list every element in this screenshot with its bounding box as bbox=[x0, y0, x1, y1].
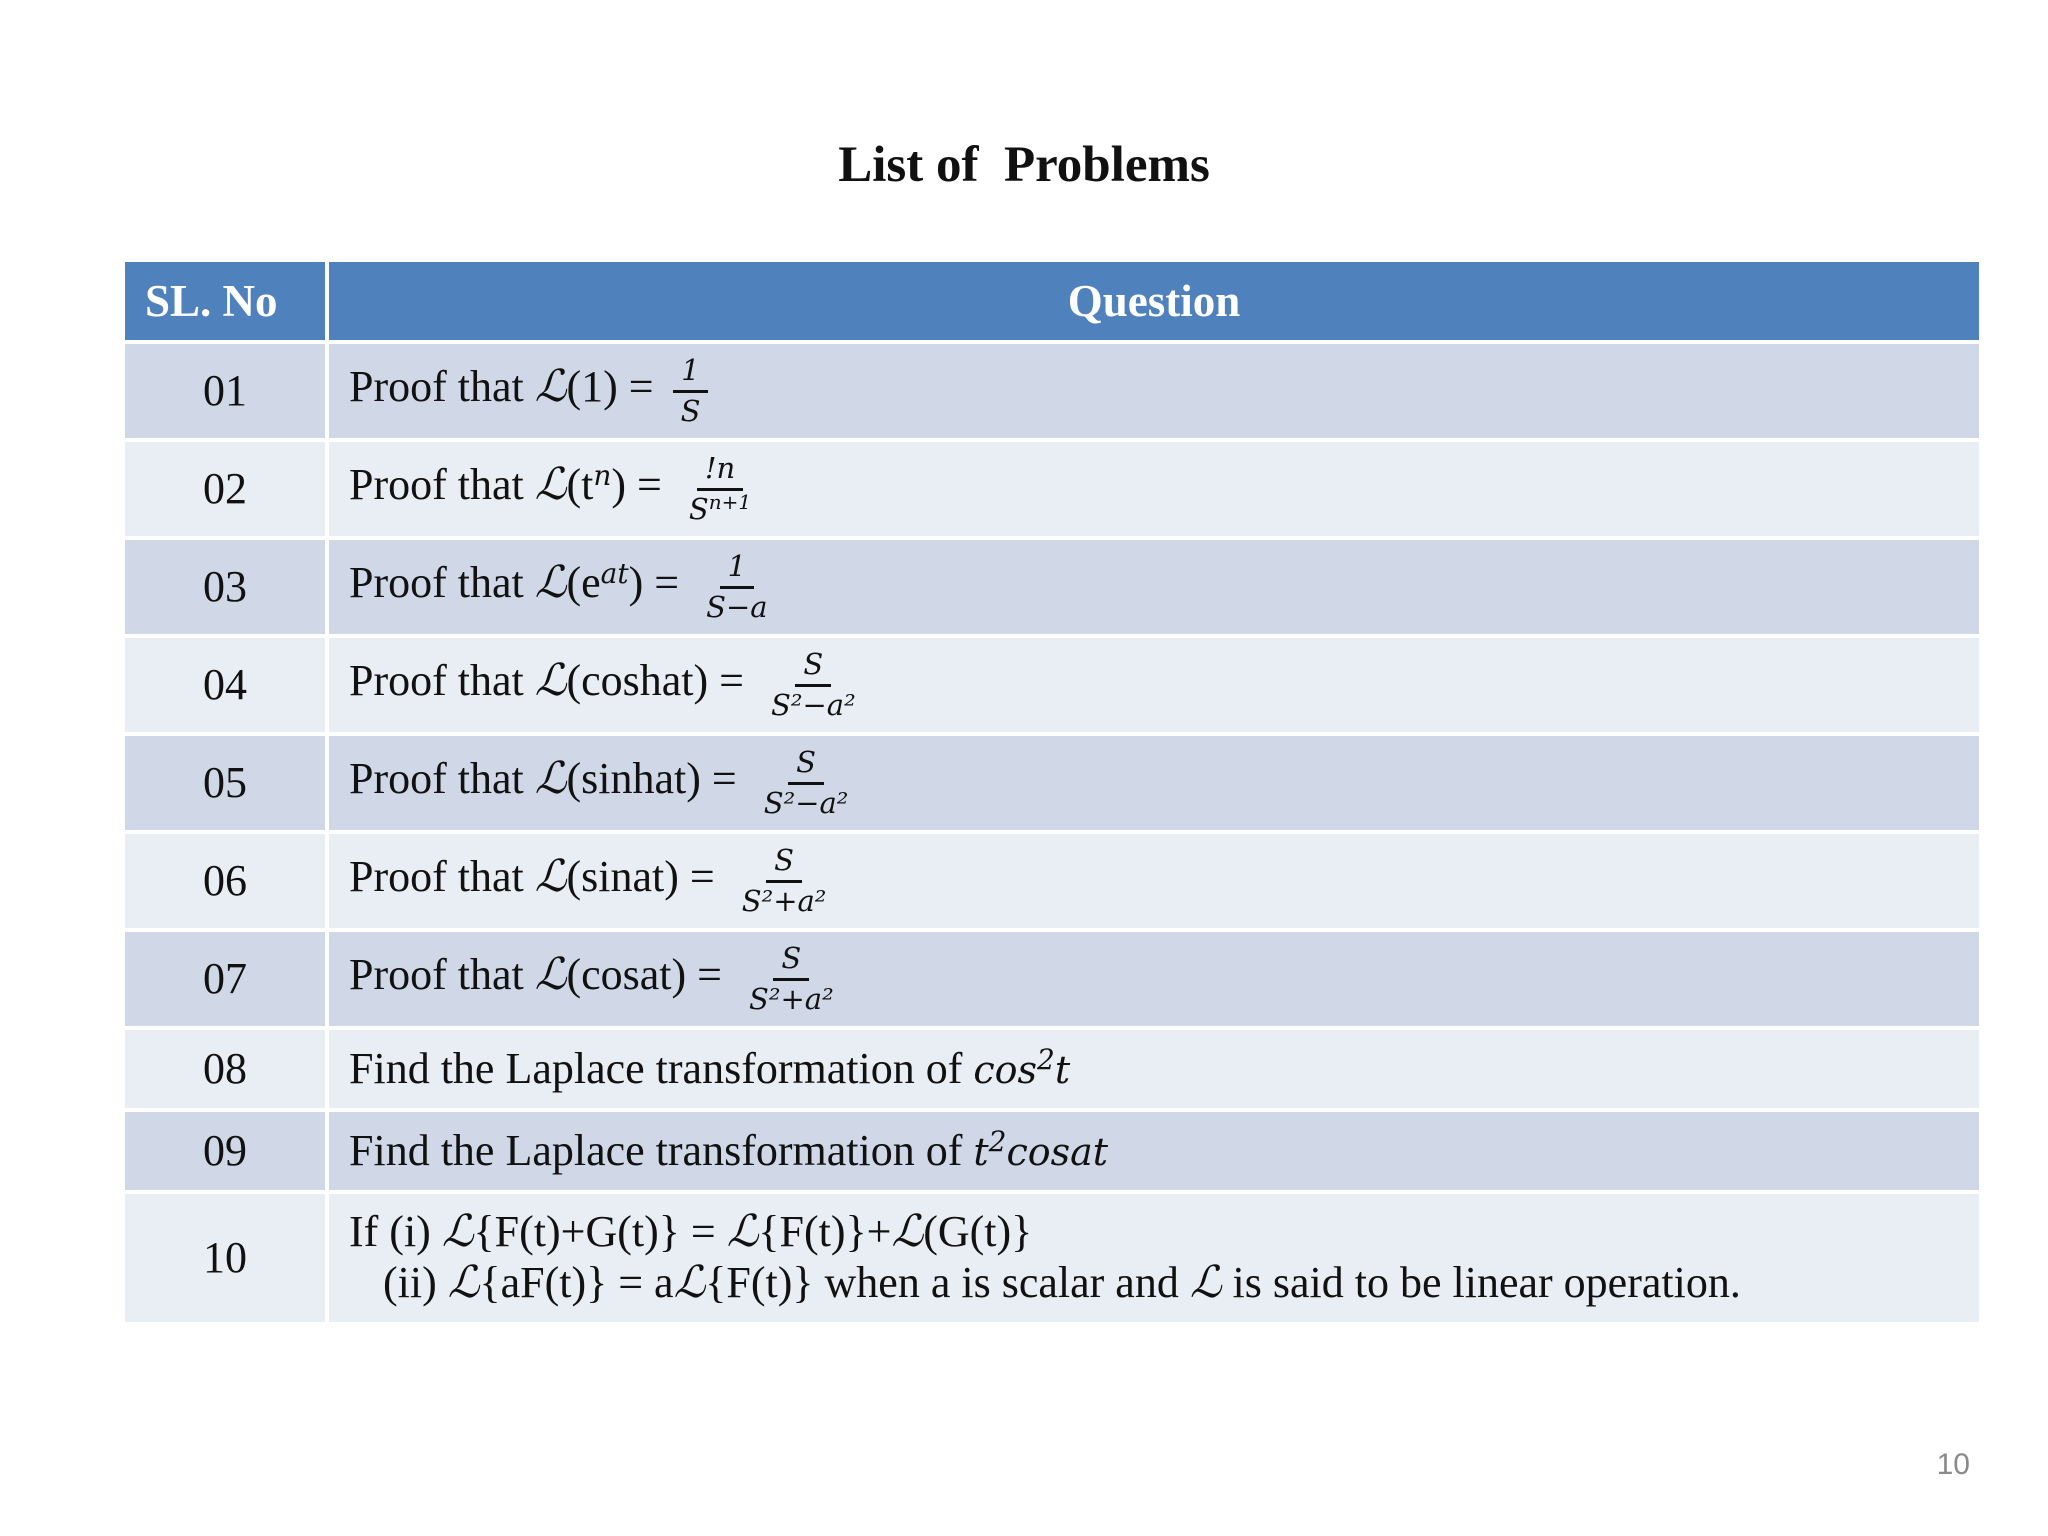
question-cell bbox=[329, 344, 1979, 438]
fraction-numerator: S bbox=[773, 942, 809, 980]
question-text: Find the Laplace transformation of bbox=[349, 1043, 974, 1093]
question-argument: (t bbox=[566, 460, 594, 510]
fraction-denominator: S²−a² bbox=[763, 785, 849, 820]
argument-exponent: at bbox=[600, 557, 629, 591]
question-argument: (coshat) = bbox=[566, 656, 744, 706]
table-row bbox=[125, 1194, 1979, 1322]
math-expression: t bbox=[973, 1129, 989, 1174]
question-text: Proof that bbox=[349, 950, 535, 1000]
question-text: Proof that bbox=[349, 852, 535, 902]
fraction-denominator: S−a bbox=[706, 589, 768, 624]
row-number: 09 bbox=[125, 1112, 325, 1190]
laplace-symbol: ℒ bbox=[891, 1206, 924, 1258]
fraction bbox=[698, 550, 775, 624]
laplace-symbol: ℒ bbox=[534, 655, 567, 707]
math-exponent: 2 bbox=[988, 1124, 1007, 1158]
table-row bbox=[125, 638, 1979, 732]
question-cell bbox=[329, 442, 1979, 536]
laplace-symbol: ℒ bbox=[441, 1206, 474, 1258]
denominator-exponent: n+1 bbox=[708, 489, 752, 514]
problems-table bbox=[121, 258, 1983, 1326]
row-number: 03 bbox=[125, 540, 325, 634]
table-row bbox=[125, 736, 1979, 830]
page-number: 10 bbox=[1936, 1448, 1970, 1481]
line-text: If (i) bbox=[349, 1207, 442, 1257]
laplace-symbol: ℒ bbox=[534, 753, 567, 805]
math-exponent: 2 bbox=[1037, 1042, 1055, 1076]
fraction bbox=[741, 942, 842, 1016]
fraction-numerator: S bbox=[788, 746, 824, 784]
row-number: 02 bbox=[125, 442, 325, 536]
line-text: (ii) bbox=[383, 1258, 448, 1307]
row-number: 08 bbox=[125, 1030, 325, 1108]
fraction-denominator: S²+a² bbox=[749, 981, 834, 1016]
question-text: Proof that bbox=[349, 558, 535, 608]
question-cell bbox=[329, 736, 1979, 830]
table-row bbox=[125, 540, 1979, 634]
math-expression: cos bbox=[973, 1047, 1038, 1092]
fraction-denominator: S²−a² bbox=[771, 687, 856, 722]
fraction-denominator bbox=[681, 491, 759, 526]
line-text: {F(t)}+ bbox=[758, 1207, 892, 1257]
table-row bbox=[125, 1030, 1979, 1108]
fraction bbox=[734, 844, 835, 918]
fraction bbox=[756, 746, 857, 820]
laplace-symbol: ℒ bbox=[534, 949, 567, 1001]
question-argument: (e bbox=[566, 558, 601, 608]
line-text: {F(t)} when a is scalar and bbox=[705, 1258, 1190, 1307]
row-number: 07 bbox=[125, 932, 325, 1026]
table-header-row bbox=[125, 262, 1979, 340]
header-sl-no: SL. No bbox=[125, 262, 325, 340]
fraction bbox=[763, 648, 864, 722]
line-text: (G(t)} bbox=[923, 1207, 1033, 1257]
fraction-numerator: !n bbox=[697, 452, 743, 490]
fraction-denominator: S²+a² bbox=[741, 883, 827, 918]
question-line-2 bbox=[349, 1258, 1979, 1309]
question-argument: (sinhat) = bbox=[566, 754, 737, 804]
table-row bbox=[125, 442, 1979, 536]
question-cell bbox=[329, 1194, 1979, 1322]
question-argument-end: ) = bbox=[611, 460, 662, 510]
laplace-symbol: ℒ bbox=[673, 1257, 706, 1308]
fraction-denominator: S bbox=[680, 393, 701, 428]
question-argument: (cosat) = bbox=[566, 950, 722, 1000]
question-argument: (1) = bbox=[566, 362, 654, 412]
laplace-symbol: ℒ bbox=[534, 361, 567, 413]
table-row bbox=[125, 344, 1979, 438]
table-row bbox=[125, 834, 1979, 928]
question-cell bbox=[329, 1030, 1979, 1108]
table-row bbox=[125, 1112, 1979, 1190]
fraction-numerator: S bbox=[766, 844, 802, 882]
denominator-base: S bbox=[688, 491, 709, 526]
question-cell bbox=[329, 834, 1979, 928]
fraction bbox=[673, 354, 709, 428]
table-row bbox=[125, 932, 1979, 1026]
laplace-symbol: ℒ bbox=[534, 557, 567, 609]
question-text: Proof that bbox=[349, 656, 535, 706]
laplace-symbol: ℒ bbox=[534, 851, 567, 903]
line-text: is said to be linear operation. bbox=[1221, 1258, 1741, 1307]
question-cell bbox=[329, 932, 1979, 1026]
math-expression-end: t bbox=[1054, 1047, 1071, 1092]
argument-exponent: n bbox=[593, 459, 612, 493]
row-number: 04 bbox=[125, 638, 325, 732]
question-cell bbox=[329, 540, 1979, 634]
fraction-numerator: 1 bbox=[720, 550, 754, 588]
laplace-symbol: ℒ bbox=[447, 1257, 480, 1308]
line-text: {aF(t)} = a bbox=[479, 1258, 674, 1307]
row-number: 05 bbox=[125, 736, 325, 830]
laplace-symbol: ℒ bbox=[726, 1206, 759, 1258]
fraction-numerator: S bbox=[795, 648, 831, 686]
math-expression-end: cosat bbox=[1006, 1129, 1109, 1174]
question-text: Find the Laplace transformation of bbox=[349, 1125, 974, 1175]
row-number: 06 bbox=[125, 834, 325, 928]
fraction bbox=[681, 452, 759, 526]
laplace-symbol: ℒ bbox=[1189, 1257, 1222, 1308]
question-argument: (sinat) = bbox=[566, 852, 715, 902]
page-title: List of Problems bbox=[838, 137, 1210, 193]
question-text: Proof that bbox=[349, 460, 535, 510]
question-cell bbox=[329, 638, 1979, 732]
header-question: Question bbox=[329, 262, 1979, 340]
laplace-symbol: ℒ bbox=[534, 459, 567, 511]
question-text: Proof that bbox=[349, 362, 535, 412]
row-number: 10 bbox=[125, 1194, 325, 1322]
question-cell bbox=[329, 1112, 1979, 1190]
row-number: 01 bbox=[125, 344, 325, 438]
question-text: Proof that bbox=[349, 754, 535, 804]
question-argument-end: ) = bbox=[628, 558, 680, 608]
fraction-numerator: 1 bbox=[673, 354, 707, 392]
line-text: {F(t)+G(t)} = bbox=[473, 1207, 727, 1257]
question-line-1 bbox=[349, 1207, 1979, 1258]
